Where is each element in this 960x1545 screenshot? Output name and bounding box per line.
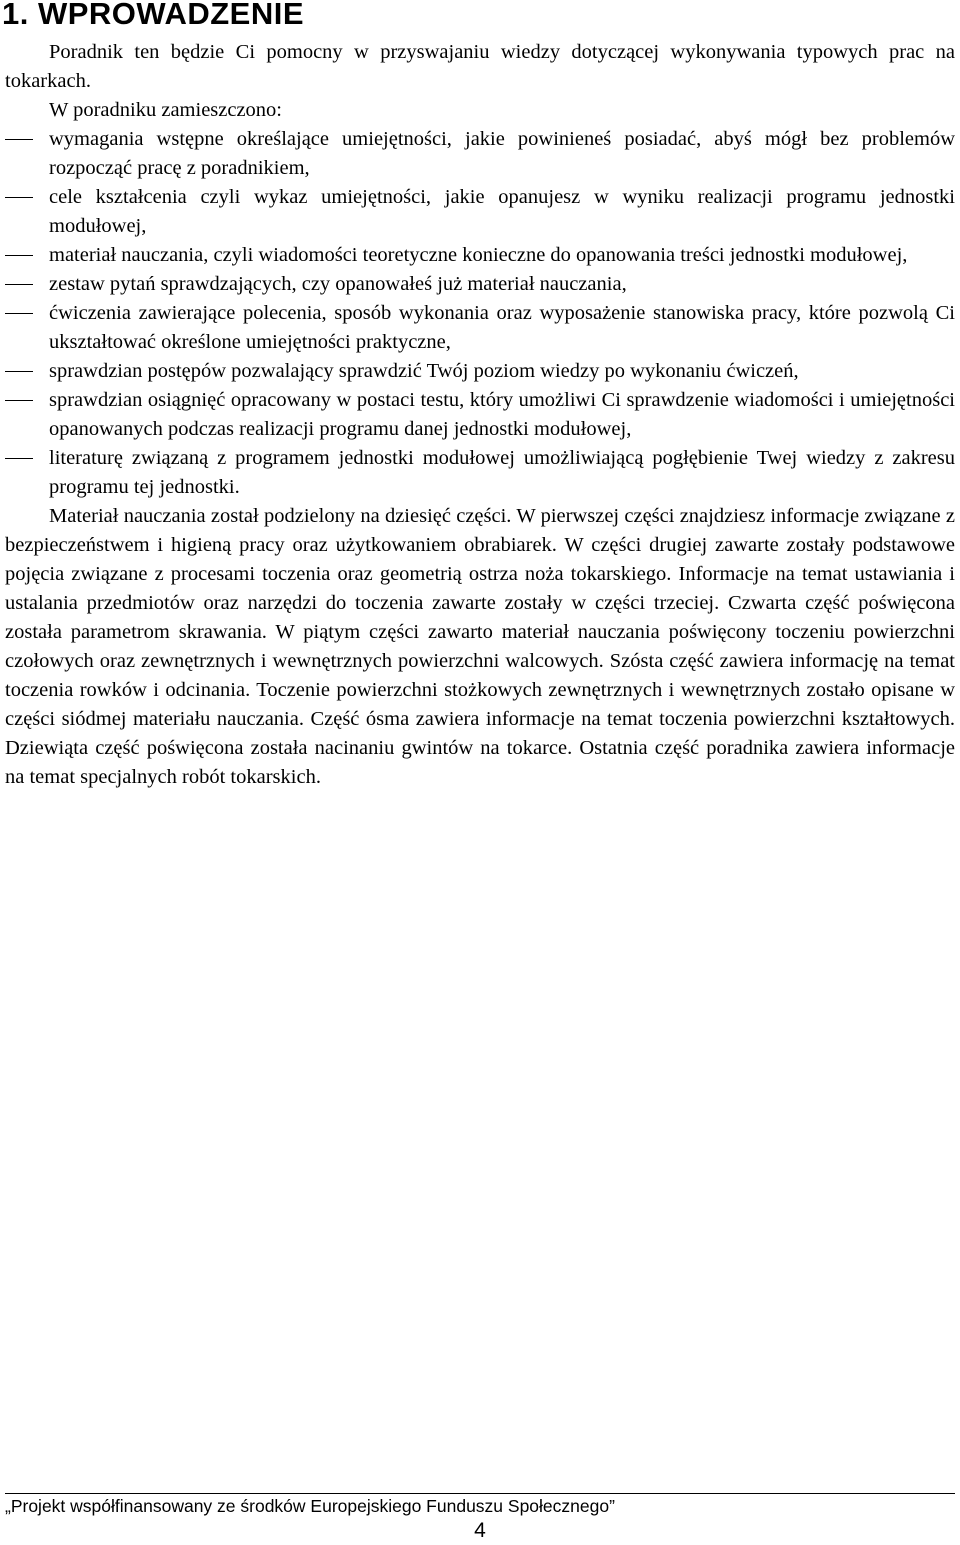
dash-bullet [5, 313, 33, 314]
list-item-text: ćwiczenia zawierające polecenia, sposób wykonania oraz wyposażenie stanowiska pracy, które pozwolą Ci ukształtować określone umiejętności praktyczne, [49, 302, 955, 353]
list-item-text: zestaw pytań sprawdzających, czy opanowałeś już materiał nauczania, [49, 273, 627, 295]
list-item-text: literaturę związaną z programem jednostki modułowej umożliwiającą pogłębienie Twej wiedzy z zakresu programu tej jednostki. [49, 447, 955, 498]
contents-list [5, 125, 955, 502]
list-item [5, 444, 955, 502]
list-item-text: materiał nauczania, czyli wiadomości teoretyczne konieczne do opanowania treści jednostki modułowej, [49, 244, 908, 266]
dash-bullet [5, 458, 33, 459]
list-item [5, 241, 955, 270]
page-number: 4 [474, 1519, 486, 1542]
list-item [5, 183, 955, 241]
list-item-text: wymagania wstępne określające umiejętności, jakie powinieneś posiadać, abyś mógł bez problemów rozpocząć pracę z poradnikiem, [49, 128, 955, 179]
intro-paragraph: Poradnik ten będzie Ci pomocny w przyswajaniu wiedzy dotyczącej wykonywania typowych prac na tokarkach. [5, 41, 955, 92]
list-item-text: sprawdzian osiągnięć opracowany w postaci testu, który umożliwi Ci sprawdzenie wiadomości i umiejętności opanowanych podczas realizacji programu danej jednostki modułowej, [49, 389, 955, 440]
dash-bullet [5, 139, 33, 140]
dash-bullet [5, 400, 33, 401]
section-heading: 1. WPROWADZENIE [2, 0, 305, 31]
summary-paragraph: Materiał nauczania został podzielony na dziesięć części. W pierwszej części znajdziesz informacje związane z bezpieczeństwem i higieną pracy oraz użytkowaniem obrabiarek. W części drugiej zawarte zostały podstawowe pojęcia związane z procesami toczenia oraz geometrią ostrza noża tokarskiego. Informacje na temat ustawiania i ustalania przedmiotów oraz narzędzi do toczenia zawarte zostały w części trzeciej. Czwarta część poświęcona została parametrom skrawania. W piątym części zawarto materiał nauczania poświęcony toczeniu powierzchni czołowych oraz zewnętrznych i wewnętrznych powierzchni walcowych. Szósta część zawiera informację na temat toczenia rowków i odcinania. Toczenie powierzchni stożkowych zewnętrznych i wewnętrznych zostało opisane w części siódmej materiału nauczania. Część ósma zawiera informacje na temat toczenia powierzchni kształtowych. Dziewiąta część poświęcona została nacinaniu gwintów na tokarce. Ostatnia część poradnika zawiera informacje na temat specjalnych robót tokarskich. [5, 505, 955, 788]
dash-bullet [5, 284, 33, 285]
list-item [5, 125, 955, 183]
list-item-text: sprawdzian postępów pozwalający sprawdzić Twój poziom wiedzy po wykonaniu ćwiczeń, [49, 360, 799, 382]
list-item [5, 270, 955, 299]
dash-bullet [5, 197, 33, 198]
list-item-text: cele kształcenia czyli wykaz umiejętności, jakie opanujesz w wyniku realizacji programu jednostki modułowej, [49, 186, 955, 237]
list-item [5, 299, 955, 357]
list-item [5, 357, 955, 386]
contents-lead: W poradniku zamieszczono: [49, 99, 283, 121]
dash-bullet [5, 255, 33, 256]
dash-bullet [5, 371, 33, 372]
footer-funding-note: „Projekt współfinansowany ze środków Europejskiego Funduszu Społecznego” [5, 1496, 615, 1516]
document-body [5, 38, 955, 792]
list-item [5, 386, 955, 444]
